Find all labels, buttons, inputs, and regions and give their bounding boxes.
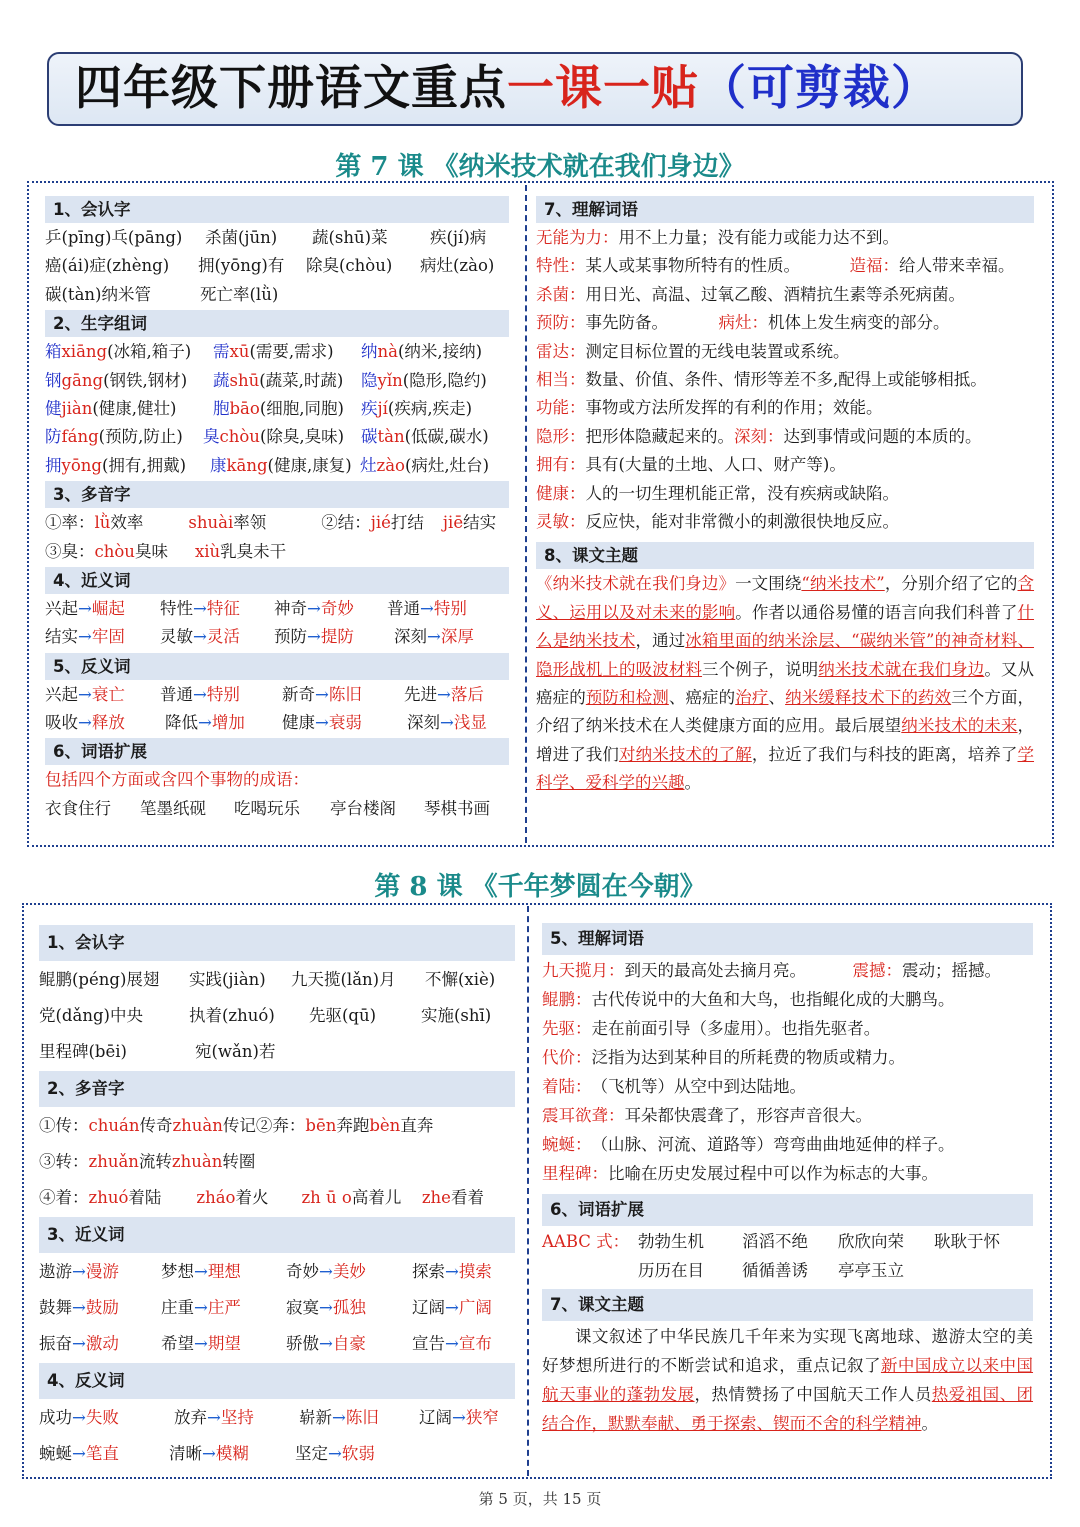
definition-item: 杀菌：用日光、高温、过氧乙酸、酒精抗生素等杀死病菌。 bbox=[536, 284, 965, 304]
definition-item: 无能为力：用不上力量；没有能力或能力达不到。 bbox=[536, 228, 899, 247]
theme-paragraph bbox=[542, 1322, 1033, 1438]
section-heading: 4、近义词 bbox=[45, 567, 509, 594]
lesson7-divider bbox=[525, 185, 527, 843]
theme-segment: 、 bbox=[768, 687, 786, 707]
definition-item: 预防：事先防备。 病灶：机体上发生病变的部分。 bbox=[536, 313, 950, 333]
section-heading: 7、课文主题 bbox=[542, 1289, 1033, 1321]
banner-highlight: 一课一贴 bbox=[507, 61, 699, 116]
lesson7-right-column bbox=[536, 195, 1034, 798]
definition-item: 蜿蜒：（山脉、河流、道路等）弯弯曲曲地延伸的样子。 bbox=[542, 1135, 955, 1154]
page-banner bbox=[47, 52, 1023, 126]
definition-item: 里程碑：比喻在历史发展过程中可以作为标志的大事。 bbox=[542, 1164, 938, 1183]
theme-segment: ，热情赞扬了中国航天工作人员 bbox=[694, 1385, 932, 1404]
list-item: AABC 式： 勃勃生机 滔滔不绝 欣欣向荣 耿耿于怀 bbox=[542, 1232, 1000, 1251]
list-item: 钢gāng(钢铁,钢材) 蔬shū(蔬菜,时蔬) 隐yǐn(隐形,隐约) bbox=[45, 370, 487, 390]
section-heading: 7、理解词语 bbox=[536, 196, 1034, 223]
banner-title: 四年级下册语文重点 bbox=[75, 61, 507, 116]
definition-item: 灵敏：反应快，能对非常微小的刺激很快地反应。 bbox=[536, 511, 899, 531]
theme-paragraph bbox=[536, 570, 1034, 797]
theme-segment: 新中国成立以来中国航天事业的蓬勃发展 bbox=[542, 1356, 1034, 1404]
list-item: ①传：chuán传奇zhuàn传记②奔：bēn奔跑bèn直奔 bbox=[39, 1116, 434, 1135]
list-item: 碳(tàn)纳米管 死亡率(lǜ) bbox=[45, 284, 279, 304]
theme-segment: 一文围绕 bbox=[735, 574, 802, 594]
theme-segment: 三个方面，介绍了纳米技术在人类健康方面的应用。最后展望 bbox=[536, 687, 1035, 736]
theme-segment: 对纳米技术的了解 bbox=[619, 744, 752, 764]
theme-segment: 三个例子，说明 bbox=[702, 659, 819, 679]
definition-item: 特性：某人或某事物所特有的性质。 造福：给人带来幸福。 bbox=[536, 256, 1015, 276]
theme-segment: 。 bbox=[684, 773, 701, 793]
theme-segment: 冰箱里面的纳米涂层、“碳纳米管”的神奇材料、隐形战机上的吸波材料 bbox=[536, 631, 1035, 679]
list-item: 健jiàn(健康,健壮) 胞bāo(细胞,同胞) 疾jí(疾病,疾走) bbox=[45, 398, 473, 418]
definition-item: 隐形：把形体隐藏起来的。深刻：达到事情或问题的本质的。 bbox=[536, 426, 982, 446]
banner-note: （可剪裁） bbox=[699, 61, 939, 116]
list-item: 衣食住行 笔墨纸砚 吃喝玩乐 亭台楼阁 琴棋书画 bbox=[45, 798, 490, 818]
lesson7-left-column bbox=[45, 195, 509, 823]
section-heading: 2、生字组词 bbox=[45, 310, 509, 337]
list-item: ④着：zhuó着陆zháo着火zh ū o高着儿zhe看着 bbox=[39, 1188, 484, 1207]
theme-segment: 。作者以通俗易懂的语言向我们科普了 bbox=[735, 602, 1018, 622]
theme-segment: 热爱祖国、团结合作，默默奉献、勇于探索、锲而不舍的科学精神 bbox=[542, 1385, 1034, 1433]
theme-segment: 预防和检测 bbox=[585, 687, 669, 707]
section-heading: 3、多音字 bbox=[45, 481, 509, 508]
list-item: 兴起→崛起 特性→特征 神奇→奇妙 普通→特别 bbox=[45, 598, 467, 618]
theme-segment: 。 bbox=[921, 1414, 938, 1433]
theme-segment: 学科学、爱科学的兴趣 bbox=[536, 744, 1035, 793]
definition-item: 代价：泛指为达到某种目的所耗费的物质或精力。 bbox=[542, 1048, 905, 1067]
list-item: 防fáng(预防,防止) 臭chòu(除臭,臭味) 碳tàn(低碳,碳水) bbox=[45, 427, 489, 447]
definition-item: 相当：数量、价值、条件、情形等差不多,配得上或能够相抵。 bbox=[536, 369, 987, 389]
list-item: 成功→失败 放弃→坚持 崭新→陈旧 辽阔→狭窄 bbox=[39, 1408, 499, 1427]
list-item: ③臭：chòu臭味 xiù乳臭未干 bbox=[45, 541, 287, 561]
section-heading: 5、理解词语 bbox=[542, 923, 1033, 955]
theme-segment: 《纳米技术就在我们身边》 bbox=[536, 574, 736, 594]
lesson8-title: 第 8 课 《千年梦圆在今朝》 bbox=[374, 872, 706, 902]
list-item: 蜿蜒→笔直 清晰→模糊 坚定→软弱 bbox=[39, 1444, 375, 1463]
theme-segment: 含义、运用以及对未来的影响 bbox=[536, 574, 1035, 622]
section-heading: 4、反义词 bbox=[39, 1363, 515, 1399]
list-item: 乒(pīng)乓(pāng) 杀菌(jūn) 蔬(shū)菜 疾(jí)病 bbox=[45, 228, 487, 247]
theme-segment: 治疗 bbox=[735, 687, 769, 707]
lesson8-divider bbox=[527, 906, 529, 1476]
theme-segment: ，拉近了我们与科技的距离，培养了 bbox=[751, 744, 1018, 764]
definition-item: 九天揽月：到天的最高处去摘月亮。 震撼：震动；摇撼。 bbox=[542, 961, 1001, 980]
definition-item: 震耳欲聋：耳朵都快震聋了，形容声音很大。 bbox=[542, 1106, 872, 1125]
theme-segment: 什么是纳米技术 bbox=[536, 602, 1035, 651]
list-item: 吸收→释放 降低→增加 健康→衰弱 深刻→浅显 bbox=[45, 713, 487, 733]
definition-item: 雷达：测定目标位置的无线电装置或系统。 bbox=[536, 341, 850, 361]
theme-segment: 纳米缓释技术下的药效 bbox=[785, 687, 952, 707]
theme-segment: ，增进了我们 bbox=[536, 716, 1035, 764]
section-heading: 3、近义词 bbox=[39, 1217, 515, 1253]
theme-segment: ，分别介绍了它的 bbox=[884, 574, 1018, 594]
theme-segment: “纳米技术” bbox=[801, 574, 885, 594]
list-item: 兴起→衰亡 普通→特别 新奇→陈旧 先进→落后 bbox=[45, 684, 484, 704]
lesson8-left-column bbox=[39, 924, 515, 1472]
list-item: 遨游→漫游 梦想→理想 奇妙→美妙 探索→摸索 bbox=[39, 1262, 492, 1281]
definition-item: 功能：事物或方法所发挥的有利的作用；效能。 bbox=[536, 398, 883, 418]
list-item: ①率：lǜ效率 shuài率领 ②结：jié打结 jiē结实 bbox=[45, 513, 497, 533]
list-item: 箱xiāng(冰箱,箱子) 需xū(需要,需求) 纳nà(纳米,接纳) bbox=[45, 342, 483, 362]
definition-item: 拥有：具有(大量的土地、人口、财产等)。 bbox=[536, 455, 846, 475]
section-heading: 5、反义词 bbox=[45, 653, 509, 680]
section-heading: 2、多音字 bbox=[39, 1071, 515, 1107]
list-item: 癌(ái)症(zhèng) 拥(yōng)有 除臭(chòu) 病灶(zào) bbox=[45, 256, 495, 276]
list-item: 党(dǎng)中央 执着(zhuó) 先驱(qū) 实施(shī) bbox=[39, 1006, 492, 1025]
list-item: 振奋→激动 希望→期望 骄傲→自豪 宣告→宣布 bbox=[39, 1334, 492, 1353]
lesson7-title: 第 7 课 《纳米技术就在我们身边》 bbox=[335, 152, 745, 182]
section-heading: 1、会认字 bbox=[39, 925, 515, 961]
section-heading: 8、课文主题 bbox=[536, 542, 1034, 569]
list-item: 拥yōng(拥有,拥戴) 康kāng(健康,康复) 灶zào(病灶,灶台) bbox=[45, 455, 490, 475]
lesson8-right-column bbox=[542, 922, 1033, 1438]
list-item: 鲲鹏(péng)展翅 实践(jiàn) 九天揽(lǎn)月 不懈(xiè) bbox=[39, 970, 496, 989]
section-heading: 6、词语扩展 bbox=[542, 1194, 1033, 1226]
list-item: ③转：zhuǎn流转zhuàn转圈 bbox=[39, 1152, 256, 1171]
definition-item: 健康：人的一切生理机能正常，没有疾病或缺陷。 bbox=[536, 483, 899, 503]
theme-segment: 课文叙述了中华民族几千年来为实现飞离地球、遨游太空的美好梦想所进行的不断尝试和追求，重点记叙了 bbox=[542, 1327, 1033, 1375]
page-footer: 第 5 页，共 15 页 bbox=[478, 1490, 602, 1508]
definition-item: 着陆：（飞机等）从空中到达陆地。 bbox=[542, 1077, 806, 1096]
definition-item: 先驱：走在前面引导（多虚用）。也指先驱者。 bbox=[542, 1019, 881, 1038]
list-item: 里程碑(bēi) 宛(wǎn)若 bbox=[39, 1042, 276, 1061]
theme-segment: 纳米技术的未来 bbox=[901, 716, 1018, 736]
theme-segment: 纳米技术就在我们身边 bbox=[818, 659, 985, 679]
list-item: 鼓舞→鼓励 庄重→庄严 寂寞→孤独 辽阔→广阔 bbox=[39, 1298, 492, 1317]
definition-item: 鲲鹏：古代传说中的大鱼和大鸟，也指鲲化成的大鹏鸟。 bbox=[542, 990, 955, 1009]
theme-segment: 、癌症的 bbox=[668, 687, 736, 707]
section-heading: 1、会认字 bbox=[45, 196, 509, 223]
theme-segment: 。又从癌症的 bbox=[536, 659, 1035, 707]
section-note: 包括四个方面或含四个事物的成语： bbox=[45, 770, 309, 790]
list-item: 结实→牢固 灵敏→灵活 预防→提防 深刻→深厚 bbox=[45, 627, 474, 647]
list-item: 历历在目 循循善诱 亭亭玉立 bbox=[638, 1261, 904, 1280]
section-heading: 6、词语扩展 bbox=[45, 738, 509, 765]
theme-segment: ，通过 bbox=[635, 631, 686, 651]
